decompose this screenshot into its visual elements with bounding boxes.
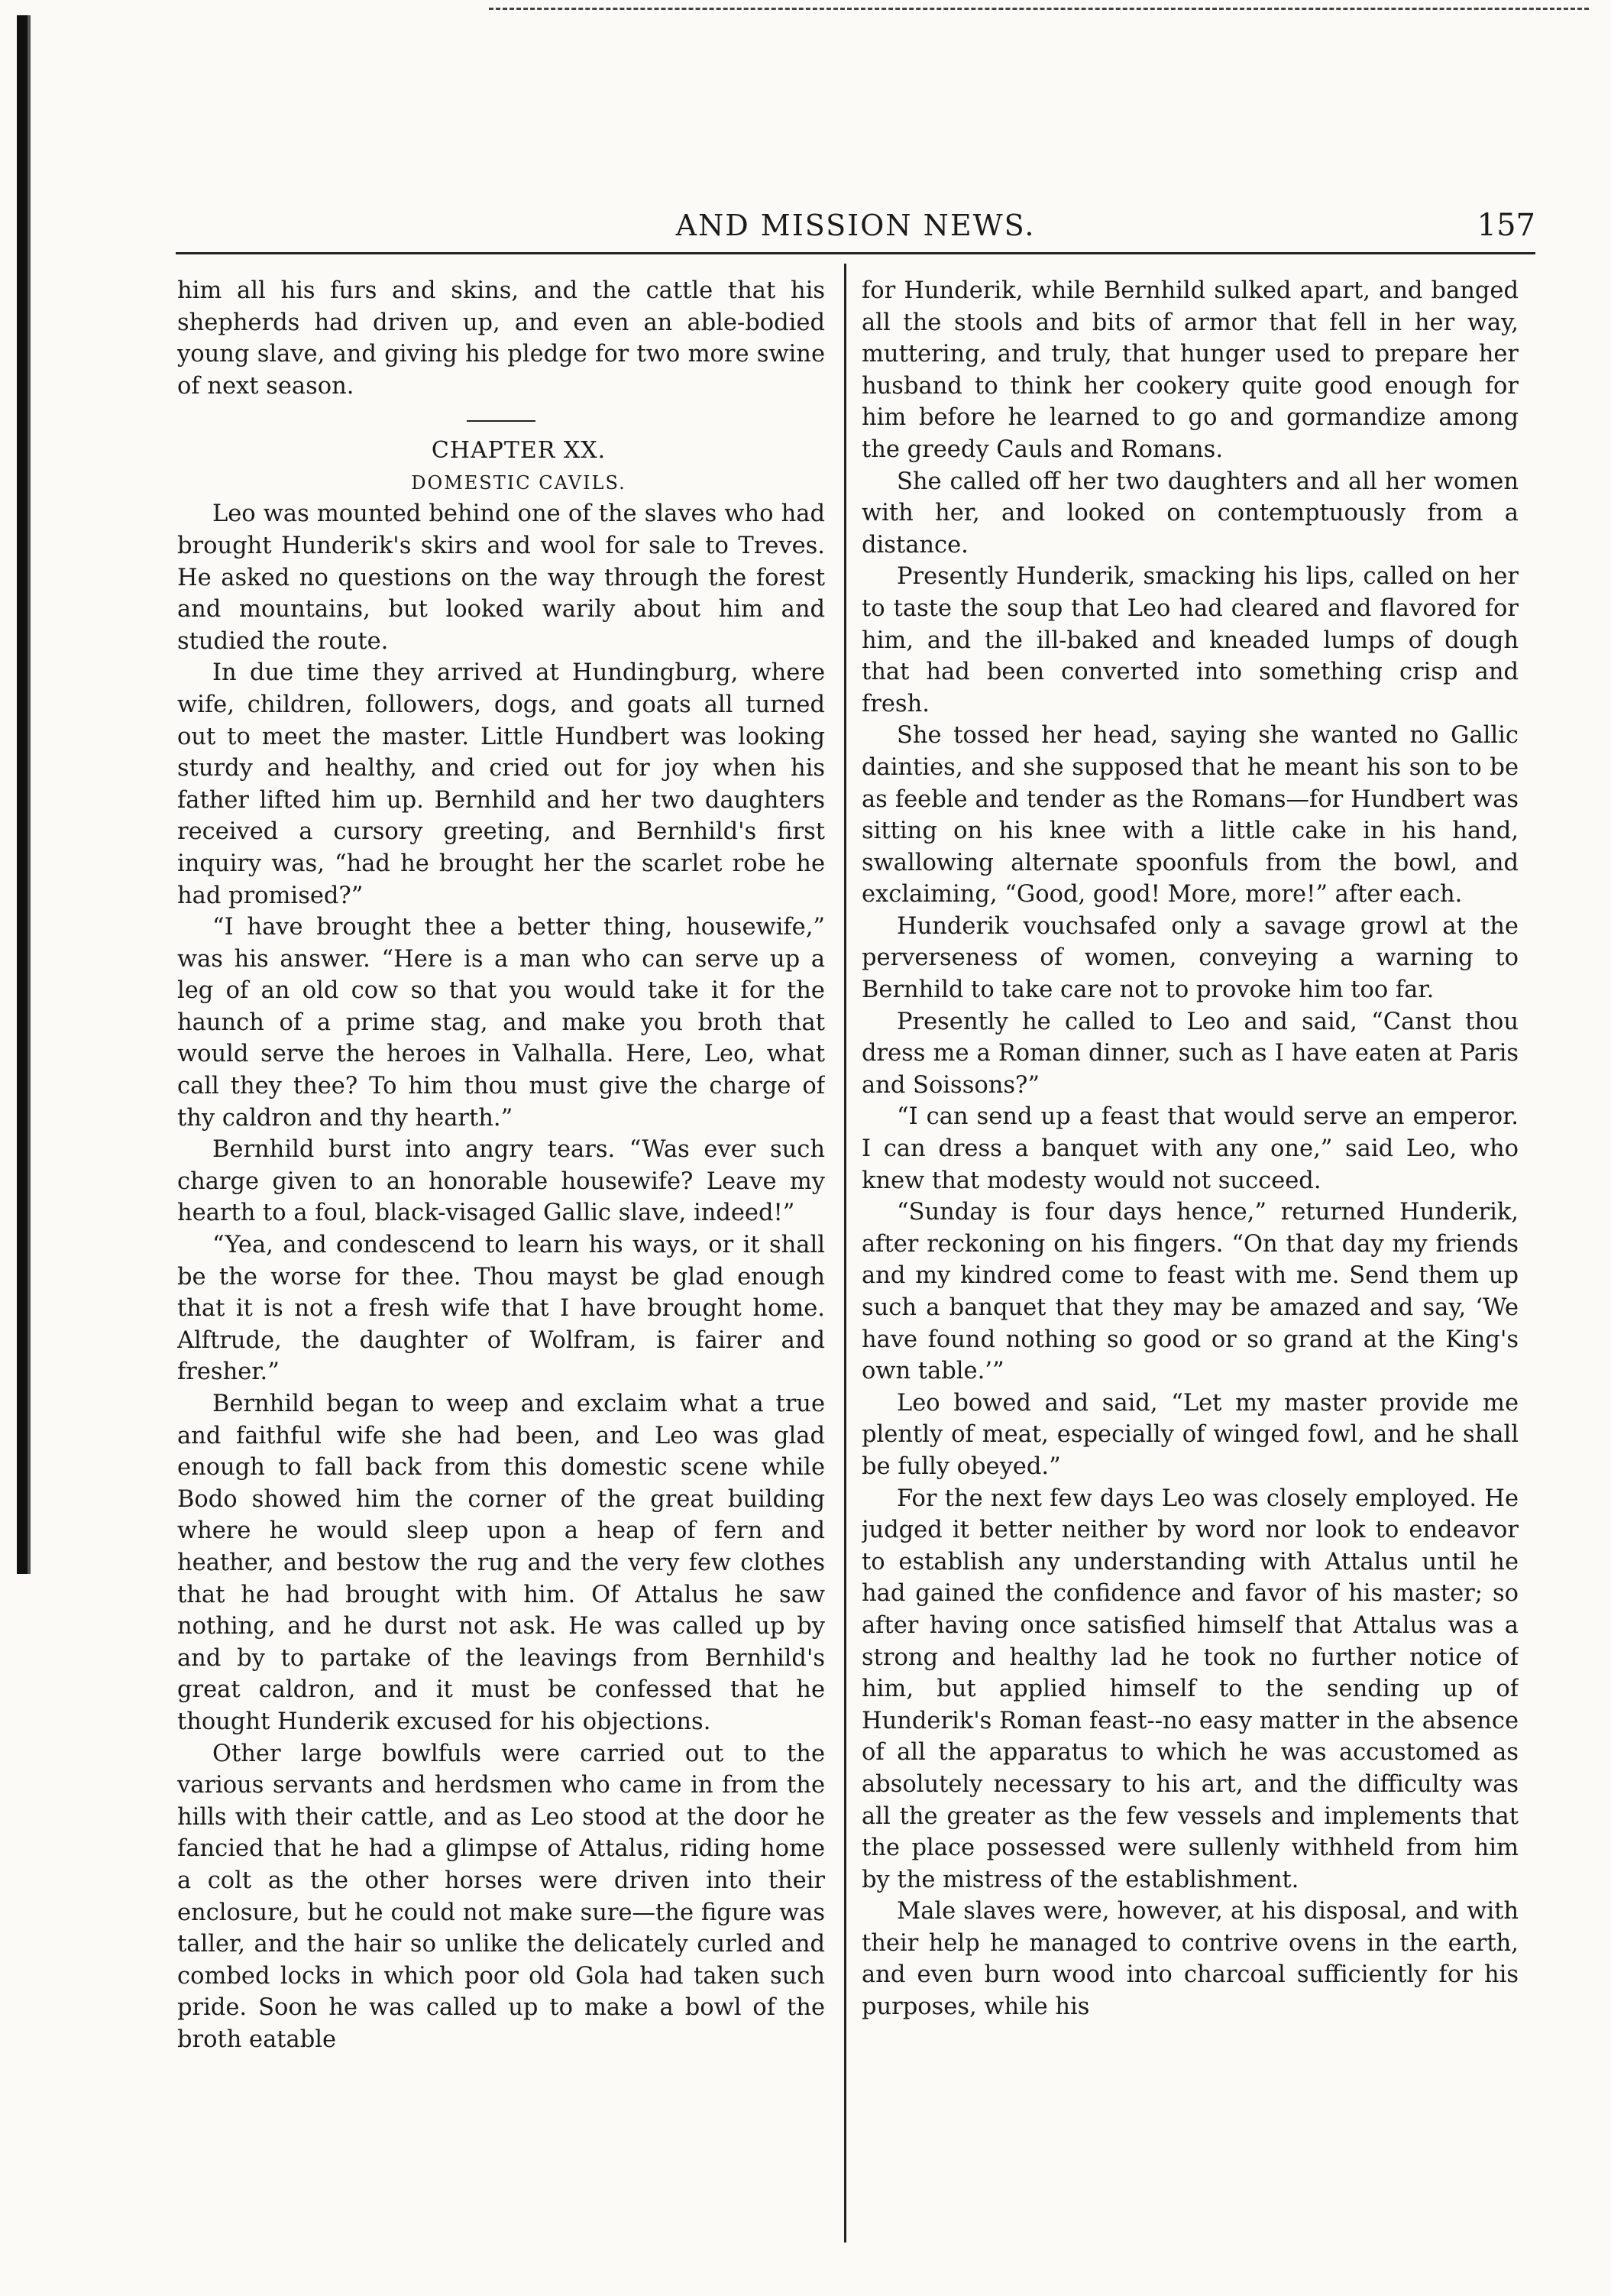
left-column [177, 275, 825, 2262]
paragraph: Male slaves were, however, at his disposal, and with their help he managed to contrive ovens in the earth, and even burn wood into charcoal sufficiently for his purposes, while his [862, 1898, 1519, 2021]
page-number: 157 [1477, 208, 1535, 243]
page-header [176, 206, 1535, 244]
paragraph: Other large bowlfuls were carried out to the various servants and herdsmen who came in from the hills with their cattle, and as Leo stood at the door he fancied that he had a glimpse of Attalus, riding home a colt as the other horses were driven into their enclosure, but he could not make sure—the figure was taller, and the hair so unlike the delicately curled and combed locks in which poor old Gola had taken such pride. Soon he was called up to make a bowl of the broth eatable [177, 1740, 825, 2053]
paragraph: Bernhild burst into angry tears. “Was ever such charge given to an honorable housewife? Leave my hearth to a foul, black-visaged Gallic slave, indeed!” [177, 1136, 825, 1227]
paragraph: for Hunderik, while Bernhild sulked apart, and banged all the stools and bits of armor that fell in her way, muttering, and truly, that hunger used to prepare her husband to think her cookery quite good enough for him before he learned to go and gormandize among the greedy Cauls and Romans. [862, 277, 1519, 463]
top-edge-rule [489, 8, 1589, 10]
binding-edge-shadow [27, 15, 31, 1574]
paragraph: Leo was mounted behind one of the slaves who had brought Hunderik's skirs and wool for sale to Treves. He asked no questions on the way through the forest and mountains, but looked warily about him and studied the route. [177, 500, 825, 655]
paragraph: Presently Hunderik, smacking his lips, called on her to taste the soup that Leo had cleared and flavored for him, and the ill-baked and kneaded lumps of dough that had been converted into something crisp and fresh. [862, 563, 1519, 717]
binding-edge [17, 15, 27, 1574]
paragraph: Bernhild began to weep and exclaim what a true and faithful wife she had been, and Leo was glad enough to fall back from this domestic scene while Bodo showed him the corner of the great building where he would sleep upon a heap of fern and heather, and bestow the rug and the very few clothes that he had brought with him. Of Attalus he saw nothing, and he durst not ask. He was called up by and by to partake of the leavings from Bernhild's great caldron, and it must be confessed that he thought Hunderik excused for his objections. [177, 1391, 825, 1735]
paragraph: “Yea, and condescend to learn his ways, or it shall be the worse for thee. Thou mayst be glad enough that it is not a fresh wife that I have brought home. Alftrude, the daughter of Wolfram, is fairer and fresher.” [177, 1232, 825, 1386]
paragraph: Leo bowed and said, “Let my master provide me plently of meat, especially of winged fowl, and he shall be fully obeyed.” [862, 1389, 1519, 1480]
paragraph: Hunderik vouchsafed only a savage growl at the perverseness of women, conveying a warning to Bernhild to take care not to provoke him too far. [862, 912, 1519, 1004]
paragraph: For the next few days Leo was closely employed. He judged it better neither by word nor look to endeavor to establish any understanding with Attalus until he had gained the confidence and favor of his master; so after having once satisfied himself that Attalus was a strong and healthy lad he took no further notice of him, but applied himself to the sending up of Hunderik's Roman feast--no easy matter in the absence of all the apparatus to which he was accustomed as absolutely necessary to his art, and the difficulty was all the greater as the few vessels and implements that the place possessed were sullenly withheld from him by the mistress of the establishment. [862, 1485, 1519, 1893]
paragraph: Presently he called to Leo and said, “Canst thou dress me a Roman dinner, such as I have eaten at Paris and Soissons?” [862, 1008, 1519, 1099]
chapter-title: CHAPTER XX. [431, 437, 607, 465]
right-column [862, 275, 1519, 2262]
chapter-rule [467, 420, 535, 422]
chapter-subtitle: DOMESTIC CAVILS. [411, 472, 626, 494]
column-divider [844, 264, 846, 2243]
paragraph: “I can send up a feast that would serve an emperor. I can dress a banquet with any one,” said Leo, who knew that modesty would not succeed. [862, 1103, 1519, 1194]
header-rule [176, 252, 1535, 254]
paragraph: him all his furs and skins, and the cattle that his shepherds had driven up, and even an able-bodied young slave, and giving his pledge for two more swine of next season. [177, 277, 825, 400]
paragraph: In due time they arrived at Hundingburg, where wife, children, followers, dogs, and goats all turned out to meet the master. Little Hundbert was looking sturdy and healthy, and cried out for joy when his father lifted him up. Bernhild and her two daughters received a cursory greeting, and Bernhild's first inquiry was, “had he brought her the scarlet robe he had promised?” [177, 659, 825, 909]
running-title: AND MISSION NEWS. [675, 209, 1036, 242]
paragraph: She called off her two daughters and all her women with her, and looked on contemptuously from a distance. [862, 468, 1519, 559]
paragraph: “I have brought thee a better thing, housewife,” was his answer. “Here is a man who can serve up a leg of an old cow so that you would take it for the haunch of a prime stag, and make you broth that would serve the heroes in Valhalla. Here, Leo, what call they thee? To him thou must give the charge of thy caldron and thy hearth.” [177, 914, 825, 1132]
paragraph: “Sunday is four days hence,” returned Hunderik, after reckoning on his fingers. “On that day my friends and my kindred come to feast with me. Send them up such a banquet that they may be amazed and say, ‘We have found nothing so good or so grand at the King's own table.’” [862, 1199, 1519, 1385]
paragraph: She tossed her head, saying she wanted no Gallic dainties, and she supposed that he meant his son to be as feeble and tender as the Romans—for Hundbert was sitting on his knee with a little cake in his hand, swallowing alternate spoonfuls from the bowl, and exclaiming, “Good, good! More, more!” after each. [862, 722, 1519, 908]
